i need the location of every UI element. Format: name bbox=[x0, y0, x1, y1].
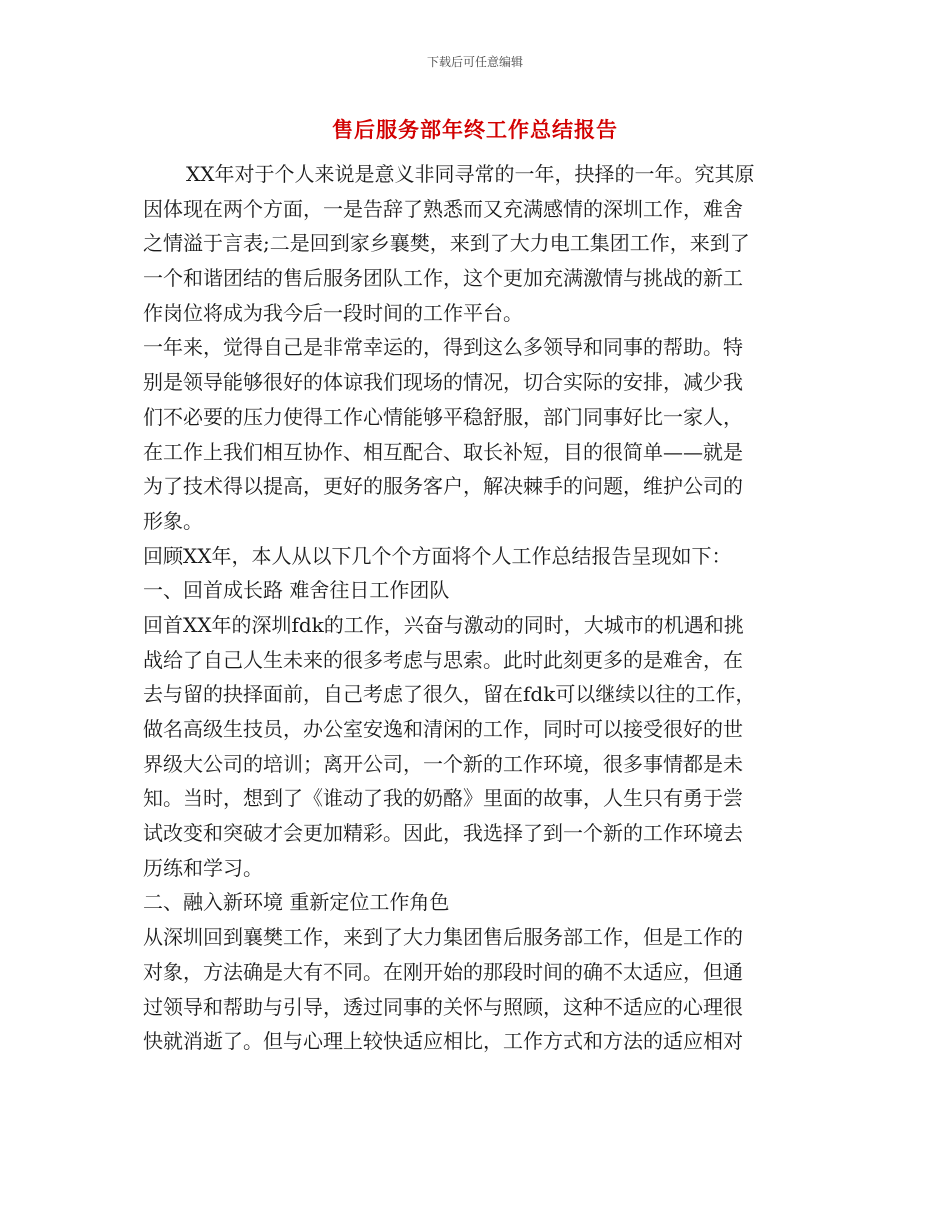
page-header: 下载后可任意编辑 bbox=[426, 55, 523, 69]
text-line: 界级大公司的培训；离开公司，一个新的工作环境，很多事情都是未 bbox=[143, 751, 743, 776]
text-line: XX年对于个人来说是意义非同寻常的一年，抉择的一年。究其原 bbox=[186, 162, 755, 186]
text-line: 们不必要的压力使得工作心情能够平稳舒服，部门同事好比一家人， bbox=[143, 404, 743, 429]
section-heading: 二、融入新环境 重新定位工作角色 bbox=[143, 890, 450, 915]
text-line: 一个和谐团结的售后服务团队工作，这个更加充满激情与挑战的新工 bbox=[143, 266, 743, 291]
document-title: 售后服务部年终工作总结报告 bbox=[332, 117, 618, 142]
text-line: 之情溢于言表;二是回到家乡襄樊，来到了大力电工集团工作，来到了 bbox=[143, 231, 750, 256]
text-line: 历练和学习。 bbox=[143, 855, 263, 880]
document-body bbox=[143, 157, 803, 1059]
text-line: 做名高级生技员，办公室安逸和清闲的工作，同时可以接受很好的世 bbox=[143, 717, 743, 741]
text-line: 过领导和帮助与引导，透过同事的关怀与照顾，这种不适应的心理很 bbox=[143, 994, 743, 1019]
text-line: 从深圳回到襄樊工作，来到了大力集团售后服务部工作，但是工作的 bbox=[143, 925, 743, 950]
text-line: 作岗位将成为我今后一段时间的工作平台。 bbox=[143, 300, 523, 325]
text-line: 回首XX年的深圳fdk的工作，兴奋与激动的同时，大城市的机遇和挑 bbox=[143, 612, 744, 637]
text-line: 试改变和突破才会更加精彩。因此，我选择了到一个新的工作环境去 bbox=[143, 821, 743, 846]
text-line: 在工作上我们相互协作、相互配合、取长补短，目的很简单——就是 bbox=[143, 439, 743, 464]
text-line: 去与留的抉择面前，自己考虑了很久，留在fdk可以继续以往的工作， bbox=[143, 682, 756, 707]
text-line: 快就消逝了。但与心理上较快适应相比，工作方式和方法的适应相对 bbox=[143, 1029, 743, 1054]
text-line: 为了技术得以提高，更好的服务客户，解决棘手的问题，维护公司的 bbox=[143, 474, 743, 499]
text-line: 知。当时，想到了《谁动了我的奶酪》里面的故事，人生只有勇于尝 bbox=[143, 786, 743, 811]
text-line: 战给了自己人生未来的很多考虑与思索。此时此刻更多的是难舍，在 bbox=[143, 647, 743, 672]
text-line: 对象，方法确是大有不同。在刚开始的那段时间的确不太适应，但通 bbox=[143, 959, 743, 984]
text-line: 形象。 bbox=[143, 508, 203, 533]
text-line: 别是领导能够很好的体谅我们现场的情况，切合实际的安排，减少我 bbox=[143, 370, 743, 395]
text-line: 因体现在两个方面，一是告辞了熟悉而又充满感情的深圳工作，难舍 bbox=[143, 196, 743, 221]
text-line: 一年来，觉得自己是非常幸运的，得到这么多领导和同事的帮助。特 bbox=[143, 335, 743, 360]
text-line: 回顾XX年，本人从以下几个个方面将个人工作总结报告呈现如下： bbox=[143, 543, 732, 568]
section-heading: 一、回首成长路 难舍往日工作团队 bbox=[143, 578, 450, 603]
